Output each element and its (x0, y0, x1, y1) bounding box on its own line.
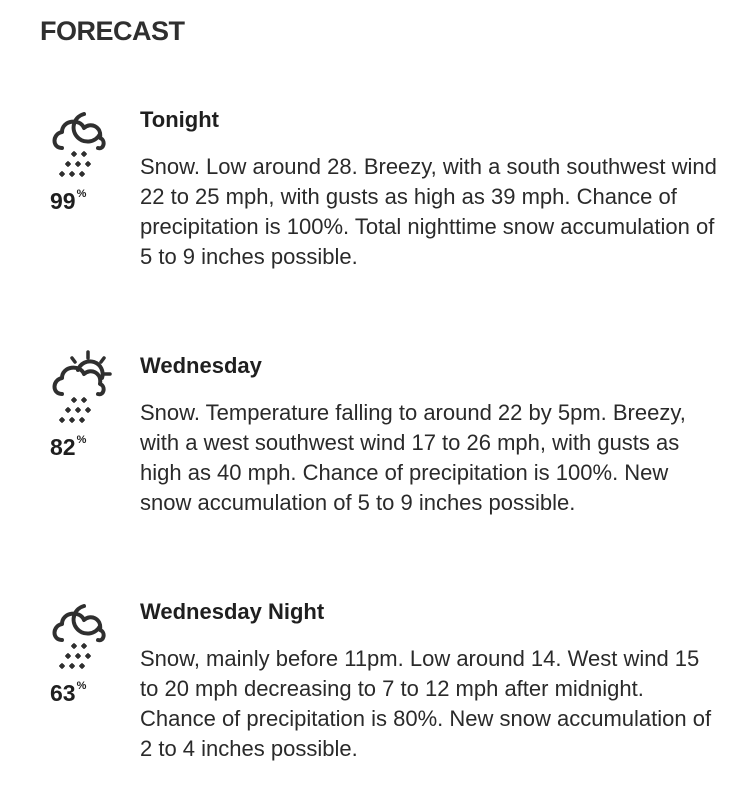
snow-night-icon (44, 596, 114, 678)
period-name: Wednesday Night (140, 599, 325, 624)
period-name: Tonight (140, 107, 219, 132)
precip-chance-value: 63 (50, 680, 76, 706)
forecast-text (140, 350, 720, 518)
weather-icon-column (36, 596, 120, 716)
forecast-text (140, 596, 720, 764)
forecast-heading: FORECAST (40, 16, 185, 46)
period-description: Snow, mainly before 11pm. Low around 14. West wind 15 to 20 mph decreasing to 7 to 12 mph after midnight. Chance of precipitation is 80%. New snow accumulation of 2 to 4 inches possible. (140, 646, 712, 761)
precip-chance (50, 434, 86, 461)
precip-chance (50, 188, 86, 215)
precip-chance-value: 99 (50, 188, 76, 214)
snow-day-icon (44, 350, 114, 432)
period-description: Snow. Temperature falling to around 22 by 5pm. Breezy, with a west southwest wind 17 to 26 mph, with gusts as high as 40 mph. Chance of precipitation is 100%. New snow accumulation of 5 to 9 inches possible. (140, 400, 686, 515)
precip-chance (50, 680, 86, 707)
precip-chance-unit: % (76, 680, 87, 692)
precip-chance-unit: % (76, 434, 87, 446)
period-description: Snow. Low around 28. Breezy, with a south southwest wind 22 to 25 mph, with gusts as high as 39 mph. Chance of precipitation is 100%. Total nighttime snow accumulation of 5 to 9 inches possible. (140, 154, 717, 269)
weather-icon-column (36, 104, 120, 224)
period-name: Wednesday (140, 353, 262, 378)
weather-icon-column (36, 350, 120, 470)
snow-night-icon (44, 104, 114, 186)
precip-chance-unit: % (76, 188, 87, 200)
precip-chance-value: 82 (50, 434, 76, 460)
forecast-text (140, 104, 720, 272)
